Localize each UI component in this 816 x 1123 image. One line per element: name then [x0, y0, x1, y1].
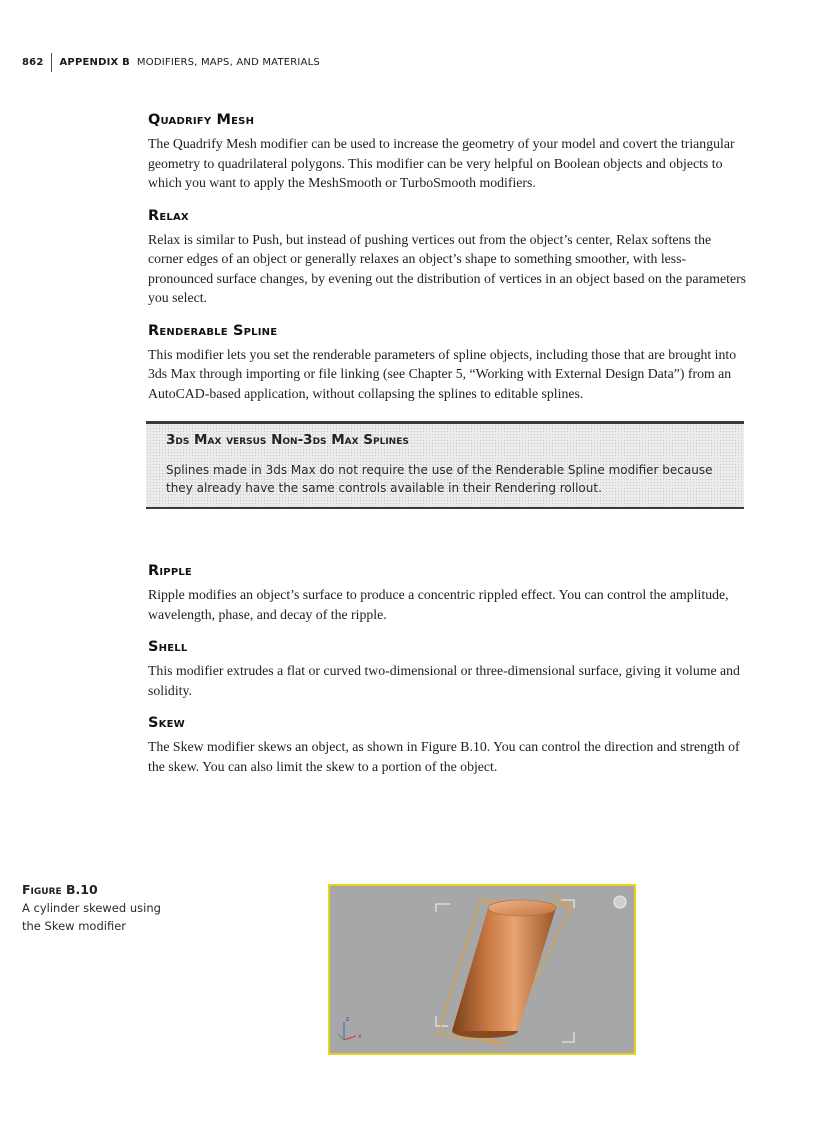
running-head: [22, 52, 320, 72]
skewed-cylinder-illustration: [330, 886, 634, 1053]
section-body: The Quadrify Mesh modifier can be used to increase the geometry of your model and covert the triangular geometry to quadrilateral polygons. This modifier can be very helpful on Boolean objects and objects to which you want to apply the MeshSmooth or TurboSmooth modifiers.: [148, 136, 735, 190]
viewcube-icon: [614, 896, 626, 908]
section-renderable-spline: [148, 323, 748, 404]
section-body: Relax is similar to Push, but instead of pushing vertices out from the object’s center, Relax softens the corner edges of an object or generally relaxes an object’s shape to something smoother, with less-pronounced surface changes, by evening out the distribution of vertices in an object based on the parameters you select.: [148, 231, 747, 305]
section-body: This modifier lets you set the renderable parameters of spline objects, including those that are brought into 3ds Max through importing or file linking (see Chapter 5, “Working with External Design Data”) from an AutoCAD-based application, without collapsing the splines to editable splines.: [148, 346, 737, 401]
header-divider: [51, 53, 52, 72]
section-heading: Quadrify Mesh: [148, 112, 255, 128]
section-heading: Ripple: [148, 563, 192, 579]
section-skew: [148, 715, 748, 776]
section-heading: Renderable Spline: [148, 322, 278, 339]
main-content: [148, 112, 748, 791]
chapter-title: MODIFIERS, MAPS, AND MATERIALS: [136, 56, 320, 68]
axis-z-label: z: [346, 1016, 350, 1023]
section-body: This modifier extrudes a flat or curved two-dimensional or three-dimensional surface, giving it volume and solidity.: [148, 663, 740, 698]
section-quadrify-mesh: [148, 112, 748, 193]
viewport-render: [328, 884, 636, 1055]
section-ripple: [148, 563, 748, 624]
section-body: Ripple modifies an object’s surface to produce a concentric rippled effect. You can control the amplitude, wavelength, phase, and decay of the ripple.: [148, 587, 729, 622]
figure-caption-text: A cylinder skewed using the Skew modifier: [22, 901, 161, 933]
figure-label: Figure B.10: [22, 882, 98, 897]
section-body: The Skew modifier skews an object, as shown in Figure B.10. You can control the direction and strength of the skew. You can also limit the skew to a portion of the object.: [148, 739, 740, 774]
section-relax: [148, 208, 748, 308]
figure-b10: [22, 882, 642, 1062]
sidebar-body: Splines made in 3ds Max do not require the use of the Renderable Spline modifier because they already have the same controls available in their Rendering rollout.: [166, 463, 713, 495]
section-shell: [148, 639, 748, 700]
section-heading: Shell: [148, 639, 188, 655]
axis-x-label: x: [358, 1033, 362, 1040]
section-heading: Skew: [148, 715, 185, 731]
figure-caption: [22, 882, 162, 935]
sidebar-note: [146, 421, 744, 509]
sidebar-title: 3ds Max versus Non-3ds Max Splines: [166, 432, 409, 448]
section-heading: Relax: [148, 207, 189, 224]
page-number: 862: [22, 56, 44, 68]
axis-tripod-icon: [338, 1022, 356, 1040]
appendix-label: APPENDIX B: [59, 56, 130, 68]
